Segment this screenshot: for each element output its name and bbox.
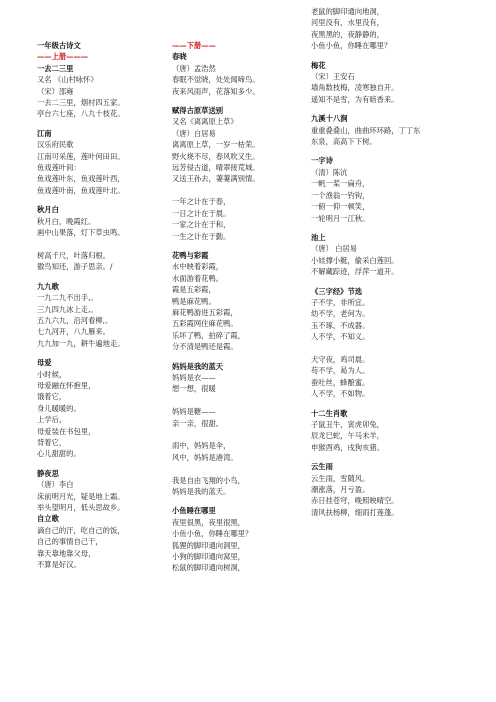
poem-line: 三九四九冰上走,。 bbox=[37, 304, 98, 314]
poem-line: 老鼠的脚印通向地洞， bbox=[311, 7, 384, 16]
poem-line bbox=[172, 429, 308, 440]
poem-line bbox=[311, 343, 447, 354]
poem-line: 一日之计在于晨。 bbox=[172, 208, 231, 218]
poem-line: 身儿暖暖的。 bbox=[37, 403, 81, 413]
poem-line: 鱼戏莲叶南，鱼戏莲叶北。 bbox=[37, 185, 125, 195]
poem-line: 一俯一仰一顿笑， bbox=[311, 202, 370, 212]
poem-line: 上学后， bbox=[37, 415, 67, 425]
poem-line: 想一想，很暖 bbox=[172, 384, 216, 394]
poem-line: （清）陈沆 bbox=[311, 167, 348, 177]
document-title: 一年级古诗文 bbox=[37, 41, 81, 50]
poem-title: 花鸭与彩霞 bbox=[172, 250, 209, 260]
poem-title: 春晓 bbox=[172, 52, 187, 62]
poem-line: 亭台六七座，八九十枝花。 bbox=[37, 109, 125, 119]
poem-line: 子鼠丑牛，寅虎卯兔， bbox=[311, 420, 384, 429]
poem-line: 云生雨，雪随风。 bbox=[311, 473, 370, 483]
poem-line: 一帆一桨一扁舟， bbox=[311, 179, 370, 189]
poem-line: 汉乐府民歌 bbox=[37, 140, 74, 150]
poem-line: 一生之计在于勤。 bbox=[172, 231, 231, 241]
poem-line: 五彩霞网住麻花鸭。 bbox=[172, 319, 238, 329]
poem-line: 潮涨落，月亏盈。 bbox=[311, 485, 370, 495]
section-header-up: ——上册——— bbox=[37, 52, 89, 62]
poem-line: 鱼戏莲叶间： bbox=[37, 163, 81, 173]
poem-title: 九溪十八涧 bbox=[311, 114, 348, 124]
poem-title: 秋月白 bbox=[37, 205, 59, 215]
poem-line: 犬守夜，鸡司晨。 bbox=[311, 354, 370, 364]
poem-line: 重重叠叠山，曲曲环环路，丁丁东 bbox=[311, 125, 421, 135]
poem-line: 水面游着花鸭。 bbox=[172, 273, 224, 283]
poem-title: 十二生肖歌 bbox=[311, 408, 348, 418]
poem-line: 鸭是麻花鸭。 bbox=[172, 296, 216, 306]
poem-line: 子不学，非所宜。 bbox=[311, 297, 370, 307]
poem-line: 举头望明月，低头思故乡。 bbox=[37, 503, 125, 513]
section-header-down: ——下册—— bbox=[172, 41, 216, 50]
poem-line: 人不学，不如物。 bbox=[311, 389, 370, 399]
poem-line: 幼不学，老何为。 bbox=[311, 309, 370, 319]
poem-title: 赋得古原草送别 bbox=[172, 106, 224, 116]
poem-line: 不解藏踪迹，浮萍一道开。 bbox=[311, 267, 399, 277]
poem-line: 一轮明月一江秋。 bbox=[311, 213, 370, 223]
poem-line: 又名《离离原上草》 bbox=[172, 117, 238, 127]
poem-line: 狐狸的脚印通向洞里， bbox=[172, 540, 245, 550]
poem-line: （唐）白居易 bbox=[172, 128, 216, 138]
poem-line: 小娃撑小艇，偷采白莲回。 bbox=[311, 255, 399, 265]
poem-line: 靠天靠地靠父母， bbox=[37, 548, 96, 558]
poem-line: 心儿甜甜的。 bbox=[37, 449, 81, 459]
poem-line: 母爱装在书包里， bbox=[37, 426, 96, 436]
poem-line: 江南可采莲，莲叶何田田。 bbox=[37, 151, 125, 161]
poem-line: 申猴酉鸡，戌狗亥猪。 bbox=[311, 442, 384, 452]
poem-line: 东泉，高高下下树。 bbox=[311, 137, 377, 147]
poem-line: 离离原上草，一岁一枯荣。 bbox=[172, 140, 260, 150]
poem-line: 我是自由飞翔的小鸟， bbox=[172, 475, 245, 485]
poem-line: 亲一亲，很甜。 bbox=[172, 418, 224, 428]
poem-line: 秋月白，晚霞红。 bbox=[37, 216, 96, 226]
poem-line bbox=[37, 239, 173, 250]
poem-line: 小狗的脚印通向窝里， bbox=[172, 552, 245, 562]
poem-line: 一年之计在于春， bbox=[172, 197, 231, 207]
poem-line: 小鱼小鱼，你睡在哪里？ bbox=[172, 529, 253, 539]
poem-title: 母爱 bbox=[37, 358, 52, 368]
poem-line: 小鱼小鱼，你睡在哪里？ bbox=[311, 41, 392, 51]
poem-line: 风中，妈妈是港湾。 bbox=[172, 452, 238, 462]
poem-title: 一去二三里 bbox=[37, 63, 74, 73]
poem-line: 画中山果落，灯下草虫鸣。 bbox=[37, 228, 125, 238]
poem-title: 《三字经》节选 bbox=[311, 286, 363, 296]
poem-title: 自立歌 bbox=[37, 514, 59, 524]
poem-line: 苟不学，曷为人。 bbox=[311, 366, 370, 376]
poem-line: 一个渔翁一钓钩， bbox=[311, 190, 370, 200]
poem-line: 妈妈是糖—— bbox=[172, 407, 216, 417]
poem-line: 春眠不觉晓，处处闻啼鸟。 bbox=[172, 75, 260, 85]
poem-title: 梅花 bbox=[311, 60, 326, 70]
column-1 bbox=[37, 40, 173, 570]
poem-line: （宋）王安石 bbox=[311, 72, 355, 82]
poem-line: 远芳侵古道，晴翠接荒城。 bbox=[172, 163, 260, 173]
column-2 bbox=[172, 40, 308, 574]
poem-line: 麻花鸭游进五彩霞， bbox=[172, 307, 238, 317]
poem-line: 五九六九，沿河看柳,。 bbox=[37, 315, 113, 325]
poem-line: 松鼠的脚印通向树洞， bbox=[172, 563, 245, 573]
poem-line: 夜黑黑的，夜静静的， bbox=[311, 29, 384, 39]
poem-line: 清风扶杨柳，细雨打莲蓬。 bbox=[311, 507, 399, 517]
poem-title: 妈妈是我的蓝天 bbox=[172, 361, 224, 371]
poem-line: 鱼戏莲叶东，鱼戏莲叶西， bbox=[37, 174, 125, 184]
poem-line: 辰龙巳蛇，午马未羊， bbox=[311, 431, 384, 441]
poem-line: （唐）李白 bbox=[37, 480, 74, 490]
poem-line: 一去二三里，烟村四五家。 bbox=[37, 98, 125, 108]
poem-line: 蚕吐丝，蜂酿蜜。 bbox=[311, 377, 370, 387]
poem-line: 又名 《山村咏怀》 bbox=[37, 75, 98, 85]
poem-title: 云生雨 bbox=[311, 462, 333, 472]
poem-title: 九九歌 bbox=[37, 281, 59, 291]
poem-line: 傲鸟知还，游子思亲。/ bbox=[37, 262, 113, 272]
poem-line: 不算是好汉。 bbox=[37, 560, 81, 570]
poem-line: 霞是五彩霞， bbox=[172, 285, 216, 295]
poem-title: 静夜思 bbox=[37, 468, 59, 478]
poem-line: （唐） 白居易 bbox=[311, 244, 358, 254]
poem-line: 母爱融在怀抱里， bbox=[37, 380, 96, 390]
poem-title: 一字诗 bbox=[311, 156, 333, 166]
poem-line: 滴自己的汗，吃自己的饭， bbox=[37, 525, 125, 535]
poem-line: 野火烧不尽，春风吹又生。 bbox=[172, 151, 260, 161]
poem-line: 床前明月光，疑是地上霜。 bbox=[37, 491, 125, 501]
poem-title: 江南 bbox=[37, 128, 52, 138]
poem-line: 夜里很黑，夜里很黑， bbox=[172, 517, 245, 527]
poem-line: 雨中，妈妈是伞， bbox=[172, 441, 231, 451]
poem-line bbox=[172, 395, 308, 406]
poem-line: 自己的事情自己干， bbox=[37, 537, 103, 547]
poem-line: 妈妈是我的蓝天。 bbox=[172, 487, 231, 497]
poem-line: 小时候， bbox=[37, 369, 67, 379]
poem-line: 九九加一九，耕牛遍地走。 bbox=[37, 338, 125, 348]
poem-line: （宋）邵雍 bbox=[37, 86, 74, 96]
poem-line: 夜来风雨声，花落知多少。 bbox=[172, 86, 260, 96]
poem-line: 又送王孙去，萋萋满别情。 bbox=[172, 174, 260, 184]
poem-title: 小鱼睡在哪里 bbox=[172, 506, 216, 516]
poem-line: 水中映着彩霞， bbox=[172, 262, 224, 272]
poem-line: 墙角数枝梅，凌寒独自开。 bbox=[311, 83, 399, 93]
poem-line: 遥知不是雪，为有暗香来。 bbox=[311, 94, 399, 104]
poem-line: 玉不琢，不成器。 bbox=[311, 320, 370, 330]
poem-line: 一九二九不出手,。 bbox=[37, 293, 98, 303]
column-3 bbox=[311, 6, 447, 518]
poem-line bbox=[172, 185, 308, 196]
poem-line: 七九河开，八九雁来。 bbox=[37, 327, 110, 337]
poem-line: （唐）孟浩然 bbox=[172, 63, 216, 73]
poem-line: 人不学，不知义。 bbox=[311, 332, 370, 342]
poem-line: 妈妈是衣—— bbox=[172, 372, 216, 382]
poem-line: 分不清是鸭还是霞。 bbox=[172, 342, 238, 352]
poem-line: 树高千尺，叶落归根。 bbox=[37, 250, 110, 260]
poem-line: 饿着它， bbox=[37, 392, 67, 402]
poem-line: 一家之计在于和， bbox=[172, 220, 231, 230]
poem-line: 背着它， bbox=[37, 438, 67, 447]
poem-line: 河里没有，水里没有， bbox=[311, 18, 384, 28]
poem-title: 池上 bbox=[311, 232, 326, 242]
poem-line bbox=[172, 463, 308, 474]
poem-line: 乐坏了鸭，拍碎了霞， bbox=[172, 330, 245, 340]
poem-line: 赤日挂苍穹，晚照映晴空。 bbox=[311, 496, 399, 506]
